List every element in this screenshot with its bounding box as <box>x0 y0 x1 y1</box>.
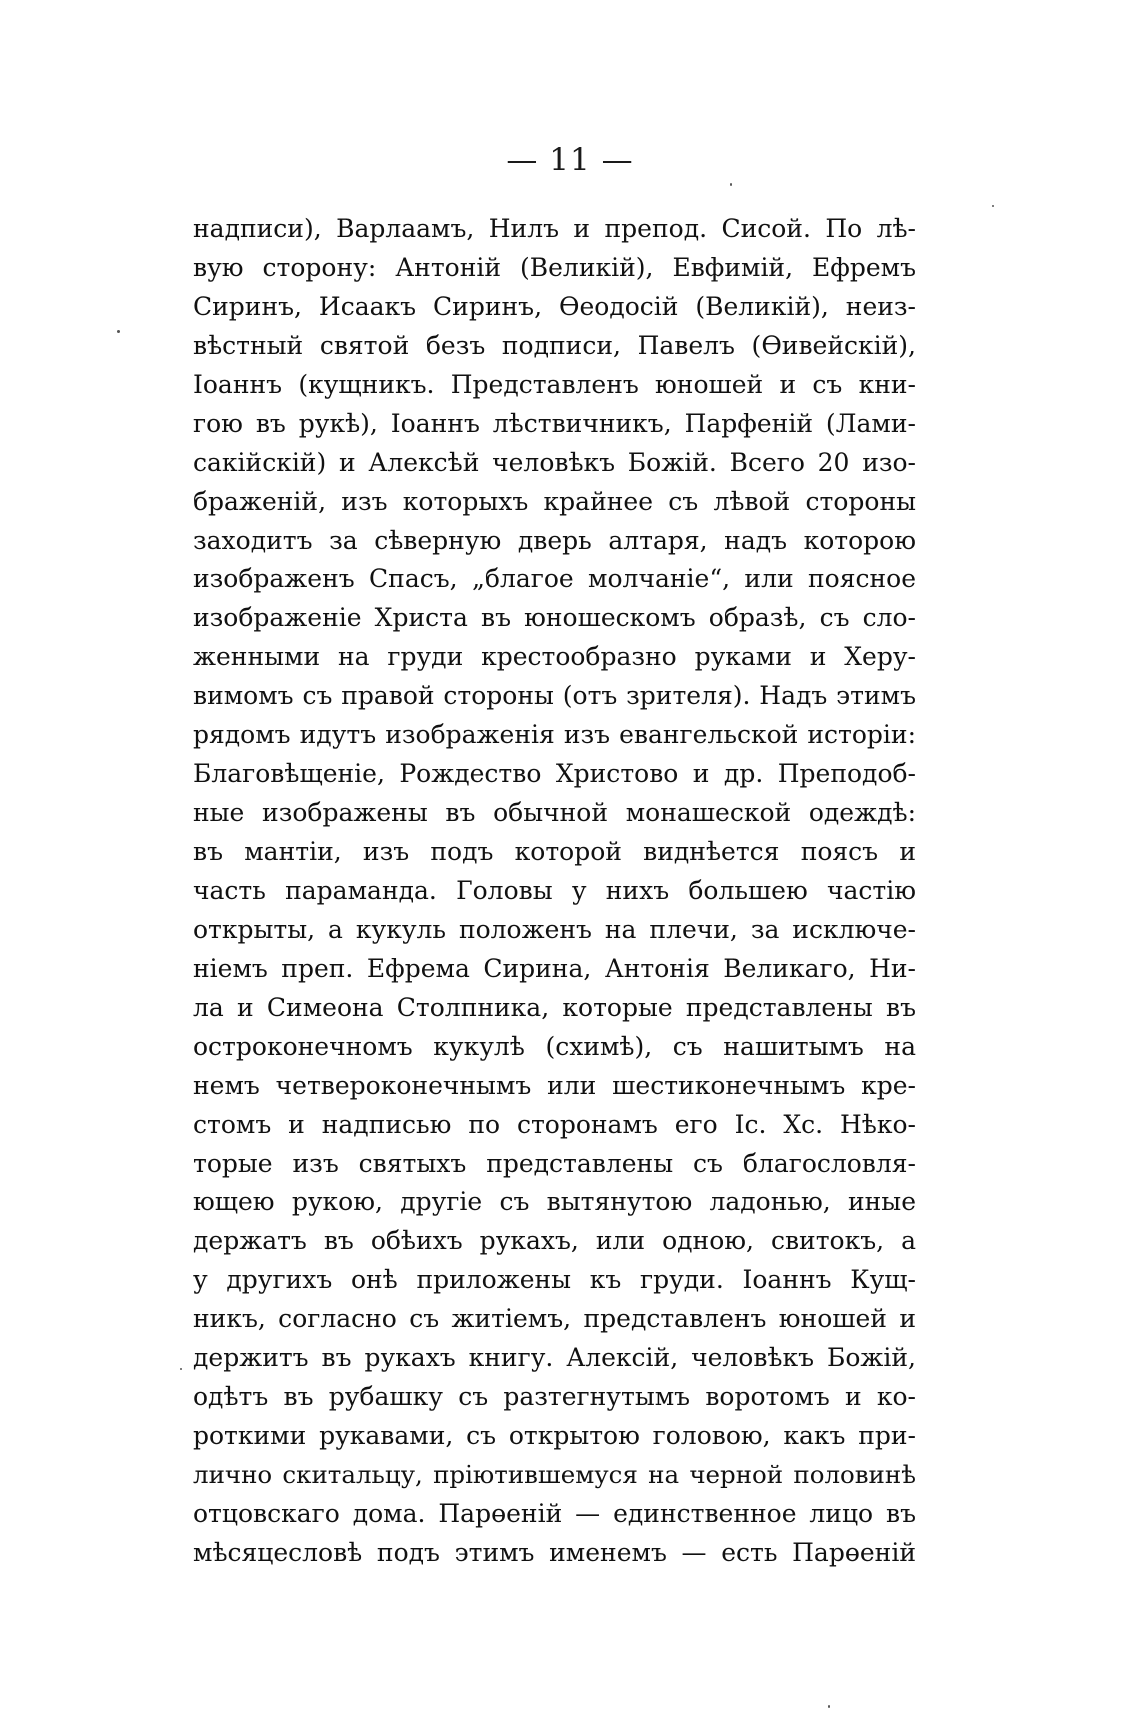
text-line: отцовскаго дома. Парөеній — единственное лицо въ <box>193 1498 916 1528</box>
text-line: остроконечномъ кукулѣ (схимѣ), съ нашитымъ на <box>193 1031 916 1061</box>
text-line: изображенъ Спасъ, „благое молчаніе“, или поясное <box>193 564 916 594</box>
text-line: держитъ въ рукахъ книгу. Алексій, человѣкъ Божій, <box>193 1343 916 1373</box>
text-line: лично скитальцу, пріютившемуся на черной половинѣ <box>193 1460 916 1489</box>
text-line: изображеніе Христа въ юношескомъ образѣ, съ сло- <box>193 603 916 633</box>
text-line: часть параманда. Головы у нихъ большею частію <box>193 875 916 905</box>
text-line: ющею рукою, другіе съ вытянутою ладонью, иные <box>193 1187 916 1217</box>
text-line: мѣсяцесловѣ подъ этимъ именемъ — есть Парөеній <box>193 1537 916 1567</box>
page-number: — 11 — <box>506 142 634 178</box>
text-line: никъ, согласно съ житіемъ, представленъ юношей и <box>193 1304 916 1334</box>
text-line: надписи), Варлаамъ, Нилъ и препод. Сисой. По лѣ- <box>193 214 916 243</box>
text-line: заходитъ за сѣверную дверь алтаря, надъ которою <box>193 525 916 555</box>
text-line: Сиринъ, Исаакъ Сиринъ, Өеодосій (Великій), неиз- <box>193 291 916 321</box>
text-line: Благовѣщеніе, Рождество Христово и др. Преподоб- <box>193 759 916 789</box>
text-line: ла и Симеона Столпника, которые представлены въ <box>193 992 916 1022</box>
text-line: Іоаннъ (кущникъ. Представленъ юношей и съ кни- <box>193 369 916 399</box>
text-line: стомъ и надписью по сторонамъ его Іс. Хс. Нѣко- <box>193 1109 916 1139</box>
print-speck <box>992 205 994 207</box>
text-line: сакійскій) и Алексѣй человѣкъ Божій. Всего 20 изо- <box>193 447 916 477</box>
print-speck <box>180 1368 182 1370</box>
text-line: рядомъ идутъ изображенія изъ евангельской исторіи: <box>193 720 916 750</box>
text-line: женными на груди крестообразно руками и Херу- <box>193 642 916 672</box>
body-text <box>193 210 916 1573</box>
text-line: немъ четвероконечнымъ или шестиконечнымъ кре- <box>193 1070 916 1100</box>
text-line: ніемъ преп. Ефрема Сирина, Антонія Великаго, Ни- <box>193 953 916 983</box>
text-line: вую сторону: Антоній (Великій), Евфимій, Ефремъ <box>193 252 916 282</box>
text-line: открыты, а кукуль положенъ на плечи, за исключе- <box>193 914 916 944</box>
text-line: браженій, изъ которыхъ крайнее съ лѣвой стороны <box>193 486 916 516</box>
print-speck <box>828 1705 830 1708</box>
text-line: одѣтъ въ рубашку съ разтегнутымъ воротомъ и ко- <box>193 1382 916 1412</box>
text-line: вѣстный святой безъ подписи, Павелъ (Өивейскій), <box>193 330 916 360</box>
text-line: у другихъ онѣ приложены къ груди. Іоаннъ Кущ- <box>193 1265 916 1295</box>
print-speck <box>117 330 120 333</box>
text-line: держатъ въ обѣихъ рукахъ, или одною, свитокъ, а <box>193 1226 916 1256</box>
text-line: ные изображены въ обычной монашеской одеждѣ: <box>193 798 916 828</box>
text-line: въ мантіи, изъ подъ которой виднѣется поясъ и <box>193 837 916 866</box>
text-line: гою въ рукѣ), Іоаннъ лѣствичникъ, Парфеній (Лами- <box>193 408 916 438</box>
text-line: роткими рукавами, съ открытою головою, какъ при- <box>193 1421 916 1451</box>
print-speck <box>730 183 732 186</box>
text-line: торые изъ святыхъ представлены съ благословля- <box>193 1148 916 1178</box>
text-line: вимомъ съ правой стороны (отъ зрителя). Надъ этимъ <box>193 681 916 711</box>
